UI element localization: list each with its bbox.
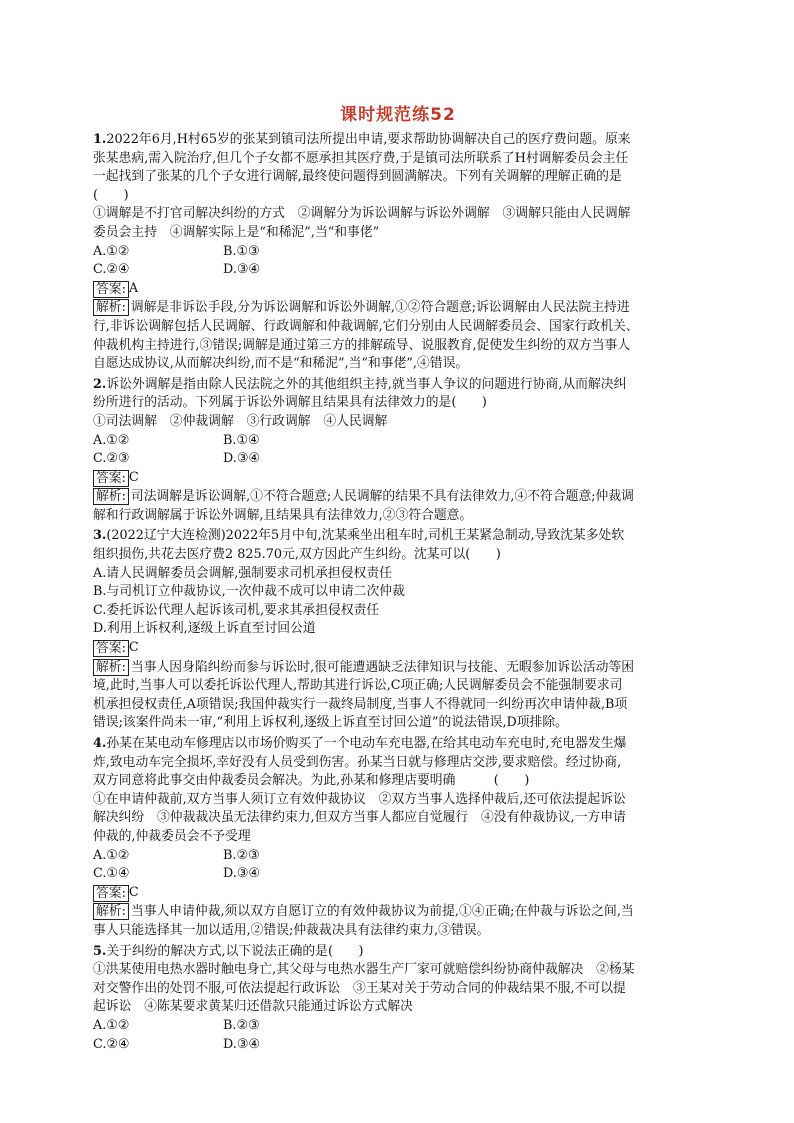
option-c: C.①④: [93, 866, 130, 882]
option-b: B.①④: [223, 432, 260, 448]
option-c: C.②④: [93, 262, 130, 278]
option-c: C.委托诉讼代理人起诉该司机,要求其承担侵权责任: [93, 602, 380, 618]
question-text-line: 对交警作出的处罚不服,可依法提起行政诉讼 ③王某对关于劳动合同的仲裁结果不服,不可以提: [93, 980, 626, 996]
option-a: A.①②: [93, 847, 130, 863]
answer-value: C: [128, 884, 139, 900]
option-row: [93, 450, 703, 469]
explanation: 解析: 调解是非诉讼手段,分为诉讼调解和诉讼外调解,①②符合题意;诉讼调解由人民法院主持进 行,非诉讼调解包括人民调解、行政调解和仲裁调解,它们分别由人民调解委员会、国家行政机关、 仲裁机构主持进行,③错误;调解是通过第三方的排解疏导、说服教育,促使发生纠纷的双方当事人 自愿达成协议,从而解决纠纷,而不是“和稀泥”,当“和事佬”,④错误。: [93, 300, 639, 372]
explanation-label: 解析:: [93, 488, 129, 505]
explanation: 解析: 当事人因身陷纠纷而参与诉讼时,很可能遭遇缺乏法律知识与技能、无暇参加诉讼活动等困 境,此时,当事人可以委托诉讼代理人,帮助其进行诉讼,C项正确;人民调解委员会不能强制要求司 机承担侵权责任,A项错误;我国仲裁实行一裁终局制度,当事人不得就同一纠纷再次申请仲裁,B项 错误;该案件尚未一审,“利用上诉权利,逐级上诉直至讨回公道”的说法错误,D项排除。: [93, 659, 635, 731]
question-text-line: 4.孙某在某电动车修理店以市场价购买了一个电动车充电器,在给其电动车充电时,充电器发生爆: [93, 736, 627, 751]
answer-label: 答案:: [93, 885, 129, 902]
question-text-line: 3.(2022辽宁大连检测)2022年5月中旬,沈某乘坐出租车时,司机王某紧急制动,导致沈某多处软: [93, 528, 625, 544]
explanation: 解析: 司法调解是诉讼调解,①不符合题意;人民调解的结果不具有法律效力,④不符合题意;仲裁调 解和行政调解属于诉讼外调解,且结果具有法律效力,②③符合题意。: [93, 489, 634, 523]
answer-row: [93, 884, 703, 903]
option-a: A.①②: [93, 243, 130, 259]
option-row: [93, 847, 703, 866]
answer-row: [93, 639, 703, 658]
option-c: C.②④: [93, 1036, 130, 1052]
question-text-line: 解决纠纷 ③仲裁裁决虽无法律约束力,但双方当事人都应自觉履行 ④没有仲裁协议,一方申请: [93, 810, 626, 826]
option-b: B.②③: [223, 847, 260, 863]
question-number: 5.: [93, 943, 107, 959]
explanation-label: 解析:: [93, 903, 129, 920]
explanation-label: 解析:: [93, 659, 129, 676]
answer-label: 答案:: [93, 281, 129, 298]
question-text-line: 1.2022年6月,H村65岁的张某到镇司法所提出申请,要求帮助协调解决自己的医疗费问题。原来: [93, 132, 631, 147]
question-text-line: 委员会主持 ④调解实际上是“和稀泥”,当“和事佬”: [93, 224, 380, 240]
question-number: 4.: [93, 736, 107, 751]
question-text-line: 双方同意将此事交由仲裁委员会解决。为此,孙某和修理店要明确 ( ): [93, 773, 530, 789]
answer-value: C: [128, 469, 139, 485]
question-text-line: 起诉讼 ④陈某要求黄某归还借款只能通过诉讼方式解决: [93, 999, 413, 1015]
question-3: [93, 527, 703, 733]
option-row: [93, 1036, 703, 1055]
question-4: [93, 735, 703, 941]
option-c: C.②③: [93, 451, 130, 467]
explanation: 解析: 当事人申请仲裁,须以双方自愿订立的有效仲裁协议为前提,①④正确;在仲裁与诉讼之间,当 事人只能选择其一加以适用,②错误;仲裁裁决具有法律约束力,③错误。: [93, 904, 634, 938]
question-text-line: ①在申请仲裁前,双方当事人须订立有效仲裁协议 ②双方当事人选择仲裁后,还可依法提起诉讼: [93, 791, 626, 807]
answer-label: 答案:: [93, 640, 129, 657]
option-row: [93, 865, 703, 884]
page-title: 课时规范练52: [340, 105, 456, 125]
question-number: 1.: [93, 132, 107, 147]
question-2: [93, 376, 703, 526]
explanation-label: 解析:: [93, 299, 129, 316]
option-d: D.③④: [223, 451, 260, 467]
option-d: D.③④: [223, 262, 260, 278]
question-text-line: ( ): [93, 187, 129, 203]
answer-label: 答案:: [93, 470, 129, 487]
question-1: [93, 131, 703, 374]
option-d: D.③④: [223, 866, 260, 882]
answer-value: C: [128, 640, 139, 656]
option-row: [93, 432, 703, 451]
question-text-line: ①调解是不打官司解决纠纷的方式 ②调解分为诉讼调解与诉讼外调解 ③调解只能由人民调解: [93, 206, 631, 222]
question-number: 2.: [93, 376, 107, 392]
option-b: B.与司机订立仲裁协议,一次仲裁不成可以申请二次仲裁: [93, 584, 405, 600]
option-a: A.①②: [93, 1017, 130, 1033]
question-text-line: 炸,致电动车完全损坏,幸好没有人员受到伤害。孙某当日就与修理店交涉,要求赔偿。经过协商,: [93, 754, 622, 770]
option-b: B.①③: [223, 243, 260, 259]
answer-value: A: [128, 280, 139, 296]
option-row: [93, 243, 703, 262]
question-text-line: 张某患病,需入院治疗,但几个子女都不愿承担其医疗费,于是镇司法所联系了H村调解委员会主任: [93, 150, 629, 166]
option-d: D.利用上诉权利,逐级上诉直至讨回公道: [93, 621, 316, 637]
answer-row: [93, 280, 703, 299]
answer-row: [93, 469, 703, 488]
option-row: [93, 1017, 703, 1036]
question-text-line: ①司法调解 ②仲裁调解 ③行政调解 ④人民调解: [93, 413, 388, 429]
question-text-line: 纷所进行的活动。下列属于诉讼外调解且结果具有法律效力的是( ): [93, 395, 487, 411]
question-text-line: 组织损伤,共花去医疗费2 825.70元,双方因此产生纠纷。沈某可以( ): [93, 547, 501, 563]
option-a: A.请人民调解委员会调解,强制要求司机承担侵权责任: [93, 565, 392, 581]
question-text-line: 2.诉讼外调解是指由除人民法院之外的其他组织主持,就当事人争议的问题进行协商,从而解决纠: [93, 376, 627, 392]
question-text-line: 仲裁的,仲裁委员会不予受理: [93, 828, 251, 844]
question-text-line: 5.关于纠纷的解决方式,以下说法正确的是( ): [93, 943, 364, 959]
worksheet-page: [93, 100, 703, 1054]
option-d: D.③④: [223, 1036, 260, 1052]
option-a: A.①②: [93, 432, 130, 448]
option-b: B.②③: [223, 1017, 260, 1033]
option-row: [93, 261, 703, 280]
question-number: 3.: [93, 528, 107, 544]
question-text-line: 一起找到了张某的几个子女进行调解,最终使问题得到圆满解决。下列有关调解的理解正确的是: [93, 169, 622, 185]
question-5: [93, 943, 703, 1055]
question-text-line: ①洪某使用电热水器时触电身亡,其父母与电热水器生产厂家可就赔偿纠纷协商仲裁解决 ②杨某: [93, 962, 635, 978]
